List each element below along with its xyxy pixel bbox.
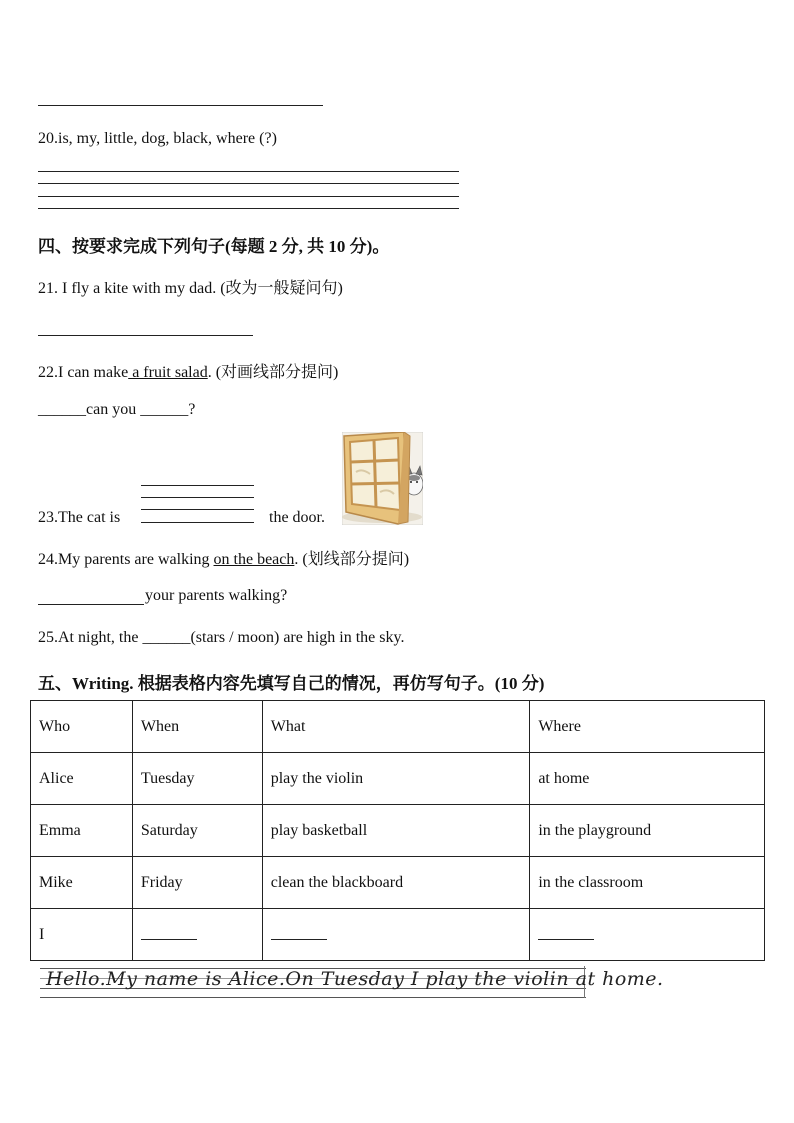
section-5-num: 五、 <box>38 674 72 693</box>
cell-where-self <box>530 909 765 961</box>
section-5-writing: Writing. <box>72 674 134 693</box>
section-4-heading: 四、按要求完成下列句子(每题 2 分, 共 10 分)。 <box>38 237 390 256</box>
question-23-suffix: the door. <box>269 509 325 526</box>
question-22-prefix: 22.I can make <box>38 364 129 381</box>
table-row-self <box>31 909 765 961</box>
question-20: 20.is, my, little, dog, black, where (?) <box>38 130 277 147</box>
question-21: 21. I fly a kite with my dad. (改为一般疑问句) <box>38 280 343 297</box>
cell-what-self <box>262 909 530 961</box>
question-24 <box>38 546 409 569</box>
answer-line-19[interactable] <box>38 105 323 106</box>
option-line-3[interactable] <box>141 509 254 510</box>
cell-when-self <box>132 909 262 961</box>
answer-line-21[interactable] <box>38 335 253 336</box>
question-22-suffix: . (对画线部分提问) <box>207 364 339 381</box>
cell-who: Mike <box>31 857 133 909</box>
table-row <box>31 753 765 805</box>
answer-line-20c[interactable] <box>38 196 459 197</box>
cell-who: Alice <box>31 753 133 805</box>
cell-where: at home <box>530 753 765 805</box>
grid-line-4 <box>40 997 586 998</box>
answer-line-20b[interactable] <box>38 183 459 184</box>
question-24-suffix: . (划线部分提问) <box>294 551 410 568</box>
question-24-answer-suffix: your parents walking? <box>145 587 288 604</box>
question-25[interactable]: 25.At night, the ______(stars / moon) are high in the sky. <box>38 629 405 646</box>
cell-when: Tuesday <box>132 753 262 805</box>
option-line-1[interactable] <box>141 485 254 486</box>
answer-line-20d[interactable] <box>38 208 459 209</box>
cell-what: clean the blackboard <box>262 857 530 909</box>
blank-what[interactable] <box>271 925 327 940</box>
cell-when: Saturday <box>132 805 262 857</box>
blank-when[interactable] <box>141 925 197 940</box>
question-22-underlined: a fruit salad <box>128 364 208 381</box>
cell-what: play the violin <box>262 753 530 805</box>
table-header-row <box>31 701 765 753</box>
cell-where: in the playground <box>530 805 765 857</box>
question-24-underlined: on the beach <box>213 551 295 568</box>
header-when: When <box>132 701 262 753</box>
schedule-table <box>30 700 765 961</box>
section-5-heading <box>38 669 544 694</box>
cell-who: Emma <box>31 805 133 857</box>
cell-when: Friday <box>132 857 262 909</box>
table-row <box>31 857 765 909</box>
answer-line-20a[interactable] <box>38 171 459 172</box>
question-24-answer-blank[interactable] <box>38 604 144 605</box>
blank-where[interactable] <box>538 925 594 940</box>
question-22 <box>38 359 338 382</box>
section-5-instructions: 根据表格内容先填写自己的情况，再仿写句子。(10 分) <box>133 674 545 693</box>
example-sentence: Hello.My name is Alice.On Tuesday I play the violin at home. <box>46 968 664 990</box>
table-row <box>31 805 765 857</box>
cell-who-self: I <box>31 909 133 961</box>
header-where: Where <box>530 701 765 753</box>
cat-behind-door-image <box>342 432 423 525</box>
option-line-4[interactable] <box>141 522 254 523</box>
handwriting-example <box>40 966 664 998</box>
header-who: Who <box>31 701 133 753</box>
question-22-answer[interactable]: ______can you ______? <box>38 401 196 418</box>
question-24-prefix: 24.My parents are walking <box>38 551 214 568</box>
cell-where: in the classroom <box>530 857 765 909</box>
cell-what: play basketball <box>262 805 530 857</box>
question-23-prefix: 23.The cat is <box>38 509 121 526</box>
option-line-2[interactable] <box>141 497 254 498</box>
header-what: What <box>262 701 530 753</box>
